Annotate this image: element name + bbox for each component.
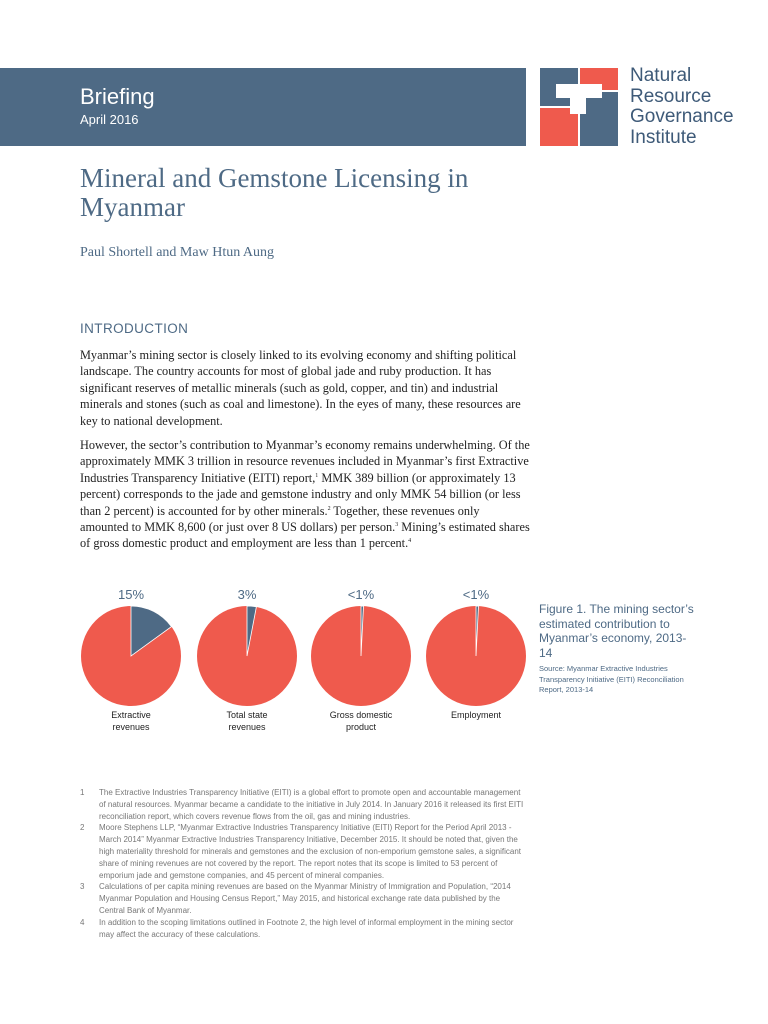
pie-category-label: Employment — [450, 710, 502, 720]
pie-chart-figure — [70, 580, 540, 750]
footnote-text: Calculations of per capita mining revenues are based on the Myanmar Ministry of Immigration and Population, “2014 Myanmar Population and Housing Census Report,” May 2015, and historical exchange rate data published by the Central Bank of Myanmar. — [99, 882, 511, 915]
footnote-text: The Extractive Industries Transparency Initiative (EITI) is a global effort to promote open and accountable management of natural resources. Myanmar became a candidate to the initiative in July 2014. In January 2016 it released its first EITI reconciliation report, which covers revenue flows from the oil, gas and mining industries. — [99, 788, 524, 821]
doc-type-label: Briefing — [80, 84, 155, 109]
footnote-ref[interactable]: 2 — [327, 505, 331, 512]
figure-source: Source: Myanmar Extractive Industries Transparency Initiative (EITI) Reconciliation Report, 2013-14 — [539, 664, 684, 694]
paragraph-text: Together, these revenues only amounted to MMK 8,600 (or just over 8 US dollars) per person. — [80, 503, 480, 535]
org-name — [630, 66, 760, 148]
pie-percent-label: 3% — [237, 587, 257, 602]
figure-caption: Figure 1. The mining sector’s estimated contribution to Myanmar’s economy, 2013-14 — [539, 602, 694, 660]
footnote-number: 1 — [80, 788, 85, 797]
pie-percent-label: <1% — [347, 587, 375, 602]
footnote-item — [80, 881, 525, 916]
footnote-text: Moore Stephens LLP, “Myanmar Extractive Industries Transparency Initiative (EITI) Report for the Period April 2013 - March 2014” Myanmar Extractive Industries Transparency Initiative, December 2015. It should be noted that, given the high materiality threshold for minerals and gemstones and the exclusion of non-emporium gemstone sales, a significant share of mining revenues are not covered by the report. The report notes that its scope is limited to 53 percent of emporium jade and gemstone companies, and 45 percent of mineral companies. — [99, 823, 521, 880]
pie-percent-label: <1% — [462, 587, 490, 602]
footnote-number: 3 — [80, 882, 85, 892]
footnote-item — [80, 917, 525, 941]
pie-percent-label: 15% — [117, 587, 145, 602]
paragraph-text: However, the sector’s contribution to Myanmar’s economy remains underwhelming. Of the approximately MMK 3 trillion in resource revenues included in Myanmar’s first Extractive Industries Transparency Initiative (EITI) report, — [80, 438, 530, 485]
pie-category-label: Gross domestic product — [329, 710, 393, 732]
org-name-line: Natural — [630, 65, 692, 86]
pie-chart — [309, 604, 413, 708]
nrgi-logo-icon — [540, 68, 618, 146]
pie-category-label: Total state revenues — [226, 710, 268, 732]
footnote-ref[interactable]: 3 — [395, 521, 399, 528]
footnote-number: 2 — [80, 823, 85, 833]
document-title: Mineral and Gemstone Licensing in Myanmar — [80, 163, 469, 222]
section-heading: INTRODUCTION — [80, 321, 189, 336]
header-banner — [0, 68, 526, 146]
footnote-item — [80, 787, 525, 822]
org-name-line: Institute — [630, 126, 697, 148]
pie-chart — [424, 604, 528, 708]
footnote-ref[interactable]: 4 — [408, 538, 412, 545]
paragraph-text: MMK 389 billion (or approximately 13 percent) corresponds to the jade and gemstone industry and only MMK 54 billion (or less than 2 percent) is accounted for by other minerals. — [80, 470, 521, 518]
authors: Paul Shortell and Maw Htun Aung — [80, 245, 275, 260]
footnote-text: In addition to the scoping limitations outlined in Footnote 2, the high level of informal employment in the mining sector may affect the accuracy of these calculations. — [99, 917, 514, 939]
footnote-item — [80, 822, 525, 881]
org-name-line: Resource — [630, 85, 712, 107]
intro-paragraph-2 — [80, 437, 530, 552]
publication-date: April 2016 — [80, 112, 139, 127]
intro-paragraph-1: Myanmar’s mining sector is closely linked to its evolving economy and shifting political landscape. The country accounts for most of global jade and ruby production. It has significant reserves of metallic minerals (such as gold, copper, and tin) and industrial minerals and stones (such as coal and limestone). In the eyes of many, these resources are key to national development. — [80, 348, 521, 428]
footnote-ref[interactable]: 1 — [315, 472, 319, 479]
pie-category-label: Extractive revenues — [111, 710, 151, 732]
footnote-number: 4 — [80, 917, 85, 927]
footnotes — [80, 787, 525, 940]
pie-chart — [79, 604, 183, 708]
paragraph-text: Mining’s estimated shares of gross domestic product and employment are less than 1 percent. — [80, 520, 530, 551]
pie-chart — [195, 604, 299, 708]
org-name-line: Governance — [630, 106, 734, 127]
